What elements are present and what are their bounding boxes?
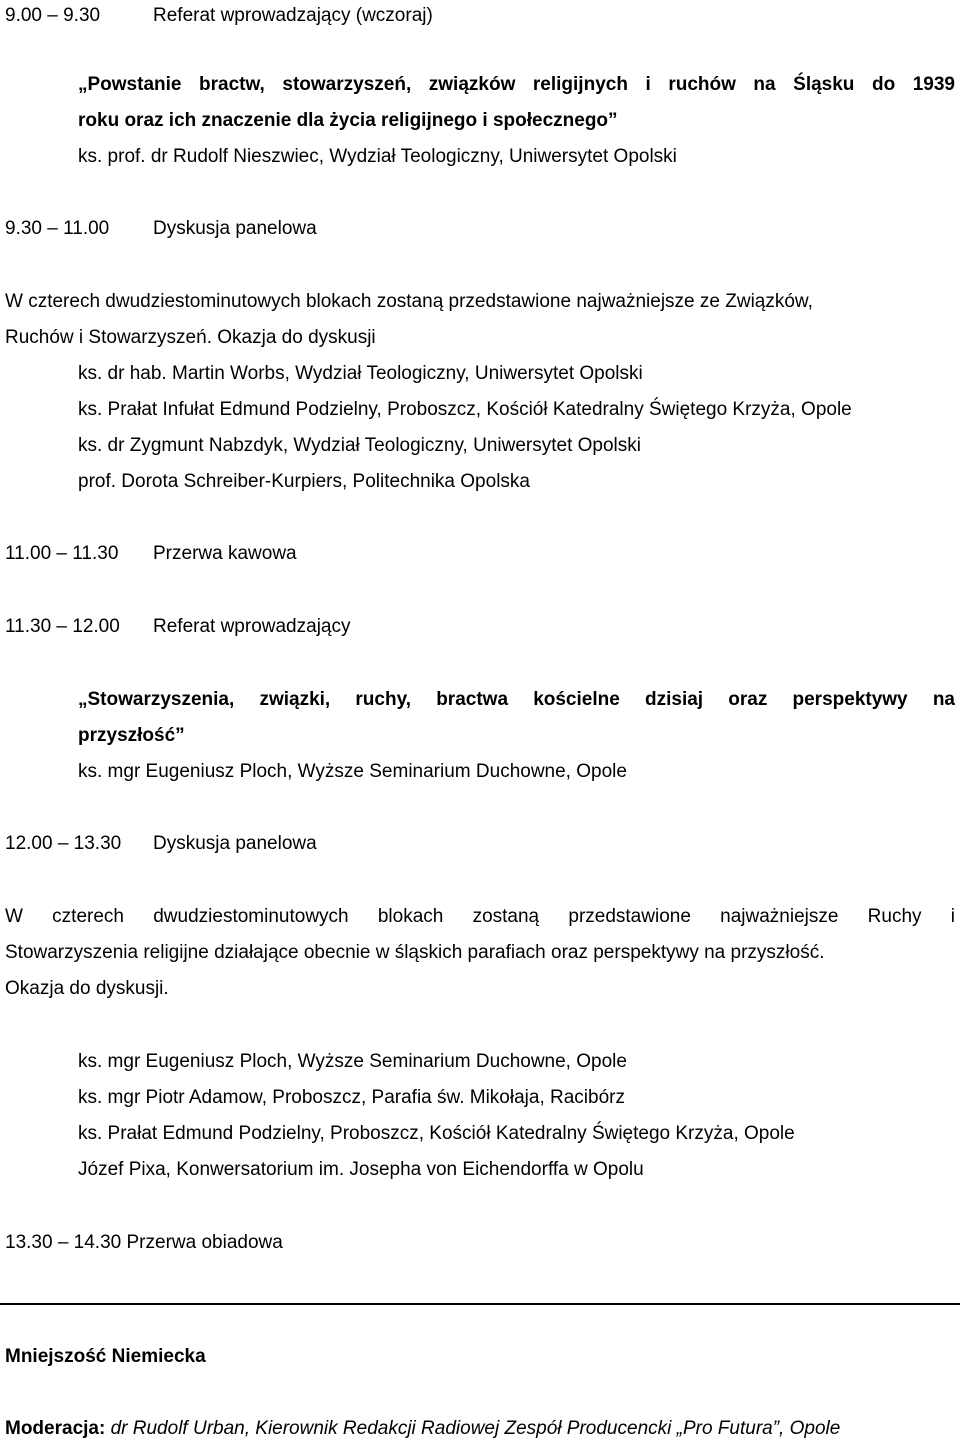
lecture-title-line: „Stowarzyszenia, związki, ruchy, bractwa kościelne dzisiaj oraz perspektywy na	[78, 689, 955, 710]
schedule-row	[5, 5, 433, 27]
panelist: prof. Dorota Schreiber-Kurpiers, Politechnika Opolska	[78, 471, 530, 492]
panelist: ks. dr hab. Martin Worbs, Wydział Teologiczny, Uniwersytet Opolski	[78, 363, 643, 384]
panel-description-line: W czterech dwudziestominutowych blokach zostaną przedstawione najważniejsze Ruchy i	[5, 906, 955, 927]
session-label: Przerwa obiadowa	[126, 1232, 283, 1253]
panel-description-line: Okazja do dyskusji.	[5, 978, 169, 999]
panelist: ks. mgr Piotr Adamow, Proboszcz, Parafia św. Mikołaja, Racibórz	[78, 1087, 625, 1108]
speaker: ks. mgr Eugeniusz Ploch, Wyższe Seminarium Duchowne, Opole	[78, 761, 627, 782]
lecture-title-line: roku oraz ich znaczenie dla życia religijnego i społecznego”	[78, 110, 618, 131]
panelist: ks. Prałat Infułat Edmund Podzielny, Proboszcz, Kościół Katedralny Świętego Krzyża, Opole	[78, 399, 852, 420]
time-range: 11.30 – 12.00	[5, 616, 120, 637]
time-range: 9.00 – 9.30	[5, 5, 101, 26]
panel-description-line: Ruchów i Stowarzyszeń. Okazja do dyskusji	[5, 327, 376, 348]
panelist: ks. Prałat Edmund Podzielny, Proboszcz, Kościół Katedralny Świętego Krzyża, Opole	[78, 1123, 795, 1144]
panel-description-line: W czterech dwudziestominutowych blokach zostaną przedstawione najważniejsze ze Związków,	[5, 291, 813, 312]
session-label: Dyskusja panelowa	[153, 218, 317, 239]
lecture-title-line: przyszłość”	[78, 725, 185, 746]
time-range: 11.00 – 11.30	[5, 543, 119, 564]
section-title: Mniejszość Niemiecka	[5, 1346, 206, 1367]
session-label: Dyskusja panelowa	[153, 833, 317, 854]
time-range: 9.30 – 11.00	[5, 218, 110, 239]
schedule-row	[5, 218, 317, 240]
lecture-title-line: „Powstanie bractw, stowarzyszeń, związków religijnych i ruchów na Śląsku do 1939	[78, 74, 955, 95]
speaker: ks. prof. dr Rudolf Nieszwiec, Wydział Teologiczny, Uniwersytet Opolski	[78, 146, 677, 167]
schedule-row	[5, 1232, 283, 1254]
time-range: 13.30 – 14.30	[5, 1232, 122, 1253]
panelist: ks. dr Zygmunt Nabzdyk, Wydział Teologiczny, Uniwersytet Opolski	[78, 435, 641, 456]
schedule-row	[5, 833, 317, 855]
session-label: Referat wprowadzający (wczoraj)	[153, 5, 433, 26]
time-range: 12.00 – 13.30	[5, 833, 122, 854]
moderation-text: dr Rudolf Urban, Kierownik Redakcji Radiowej Zespół Producencki „Pro Futura”, Opole	[110, 1418, 841, 1439]
session-label: Referat wprowadzający	[153, 616, 351, 637]
panel-description-line: Stowarzyszenia religijne działające obecnie w śląskich parafiach oraz perspektywy na przyszłość.	[5, 942, 825, 963]
section-divider	[0, 1303, 960, 1305]
panelist: Józef Pixa, Konwersatorium im. Josepha von Eichendorffa w Opolu	[78, 1159, 644, 1180]
moderation-label: Moderacja:	[5, 1418, 106, 1439]
schedule-row	[5, 543, 297, 565]
session-label: Przerwa kawowa	[153, 543, 297, 564]
schedule-row	[5, 616, 350, 638]
panelist: ks. mgr Eugeniusz Ploch, Wyższe Seminarium Duchowne, Opole	[78, 1051, 627, 1072]
moderation	[5, 1418, 840, 1440]
